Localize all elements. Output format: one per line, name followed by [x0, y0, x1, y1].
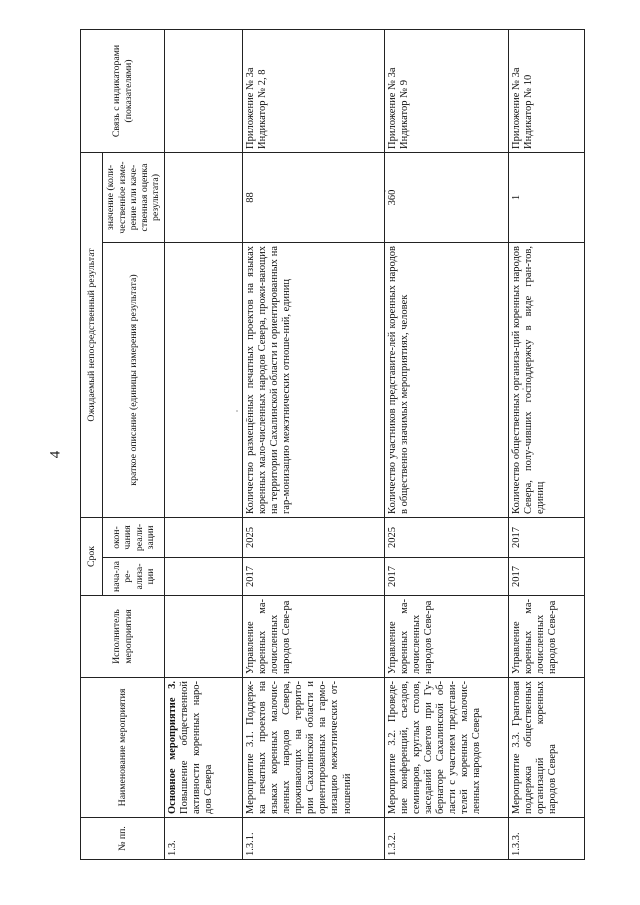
table-row — [509, 29, 585, 859]
header-name: Наименование мероприятия — [81, 678, 165, 818]
row-start: 2017 — [509, 558, 585, 596]
row-name: Мероприятие 3.1. Поддерж-ка печатных проектов на языках коренных малочис-ленных народов Севера, проживающих на террито-рии Сахалинской области и ориентированных на гармо-низацию межэтнических от-ношений — [243, 678, 385, 818]
page-number: 4 — [47, 450, 64, 459]
row-executor — [165, 596, 243, 678]
row-desc — [165, 243, 243, 518]
header-row-1 — [81, 29, 103, 859]
row-value: 88 — [243, 152, 385, 242]
row-name — [165, 678, 243, 818]
header-result-desc: краткое описание (единицы измерения результата) — [103, 243, 165, 518]
row-start: 2017 — [385, 558, 509, 596]
row-value — [165, 152, 243, 242]
row-num: 1.3. — [165, 818, 243, 860]
table-row — [243, 29, 385, 859]
row-num: 1.3.3. — [509, 818, 585, 860]
row-executor: Управление коренных ма-лочисленных народов Севе-ра — [385, 596, 509, 678]
row-desc: Количество размещённых печатных проектов на языках коренных мало-численных народов Севера, прожи-вающих на территории Сахалинской области и ориентированных на гар-монизацию межэтнических отноше-ний, единиц — [243, 243, 385, 518]
row-executor: Управление коренных ма-лочисленных народов Севе-ра — [243, 596, 385, 678]
activities-table — [80, 29, 585, 860]
header-num: № пп. — [81, 818, 165, 860]
header-end: окон-чания реали-зации — [103, 518, 165, 558]
row-link: Приложение № 3а Индикатор № 9 — [385, 29, 509, 152]
row-value: 360 — [385, 152, 509, 242]
row-start — [165, 558, 243, 596]
row-link: Приложение № 3а Индикатор № 2, 8 — [243, 29, 385, 152]
row-end: 2025 — [243, 518, 385, 558]
row-start: 2017 — [243, 558, 385, 596]
row-num: 1.3.1. — [243, 818, 385, 860]
table-row — [385, 29, 509, 859]
row-executor: Управление коренных ма-лочисленных народов Севе-ра — [509, 596, 585, 678]
table-row — [165, 29, 243, 859]
row-end: 2025 — [385, 518, 509, 558]
rotated-document-sheet — [80, 30, 560, 860]
row-link — [165, 29, 243, 152]
row-link: Приложение № 3а Индикатор № 10 — [509, 29, 585, 152]
row-name-rest: Повышение общественной активности коренных наро-дов Севера — [179, 681, 215, 814]
header-link: Связь с индикаторами (показателями) — [81, 29, 165, 152]
row-name: Мероприятие 3.2. Проведе-ние конференций, съездов, семинаров, круглых столов, заседаний Советов при Гу-бернаторе Сахалинской об-ласти с участием представи-телей коренных малочис-ленных народов Севера — [385, 678, 509, 818]
header-start: нача-ла ре-ализа-ции — [103, 558, 165, 596]
row-end — [165, 518, 243, 558]
row-num: 1.3.2. — [385, 818, 509, 860]
header-executor: Исполнитель мероприятия — [81, 596, 165, 678]
row-value: 1 — [509, 152, 585, 242]
row-name: Мероприятие 3.3. Грантовая поддержка общественных организаций коренных народов Севера — [509, 678, 585, 818]
header-period: Срок — [81, 518, 103, 596]
header-result: Ожидаемый непосредственный результат — [81, 152, 103, 517]
row-name-bold: Основное мероприятие 3. — [167, 681, 178, 814]
header-result-value: значение (коли-чественное изме-рение или каче-ственная оценка результата) — [103, 152, 165, 242]
row-desc: Количество общественных организа-ций коренных народов Севера, полу-чивших господдержку в виде гран-тов, единиц — [509, 243, 585, 518]
row-end: 2017 — [509, 518, 585, 558]
row-desc: Количество участников представите-лей коренных народов в общественно значимых мероприятиях, человек — [385, 243, 509, 518]
